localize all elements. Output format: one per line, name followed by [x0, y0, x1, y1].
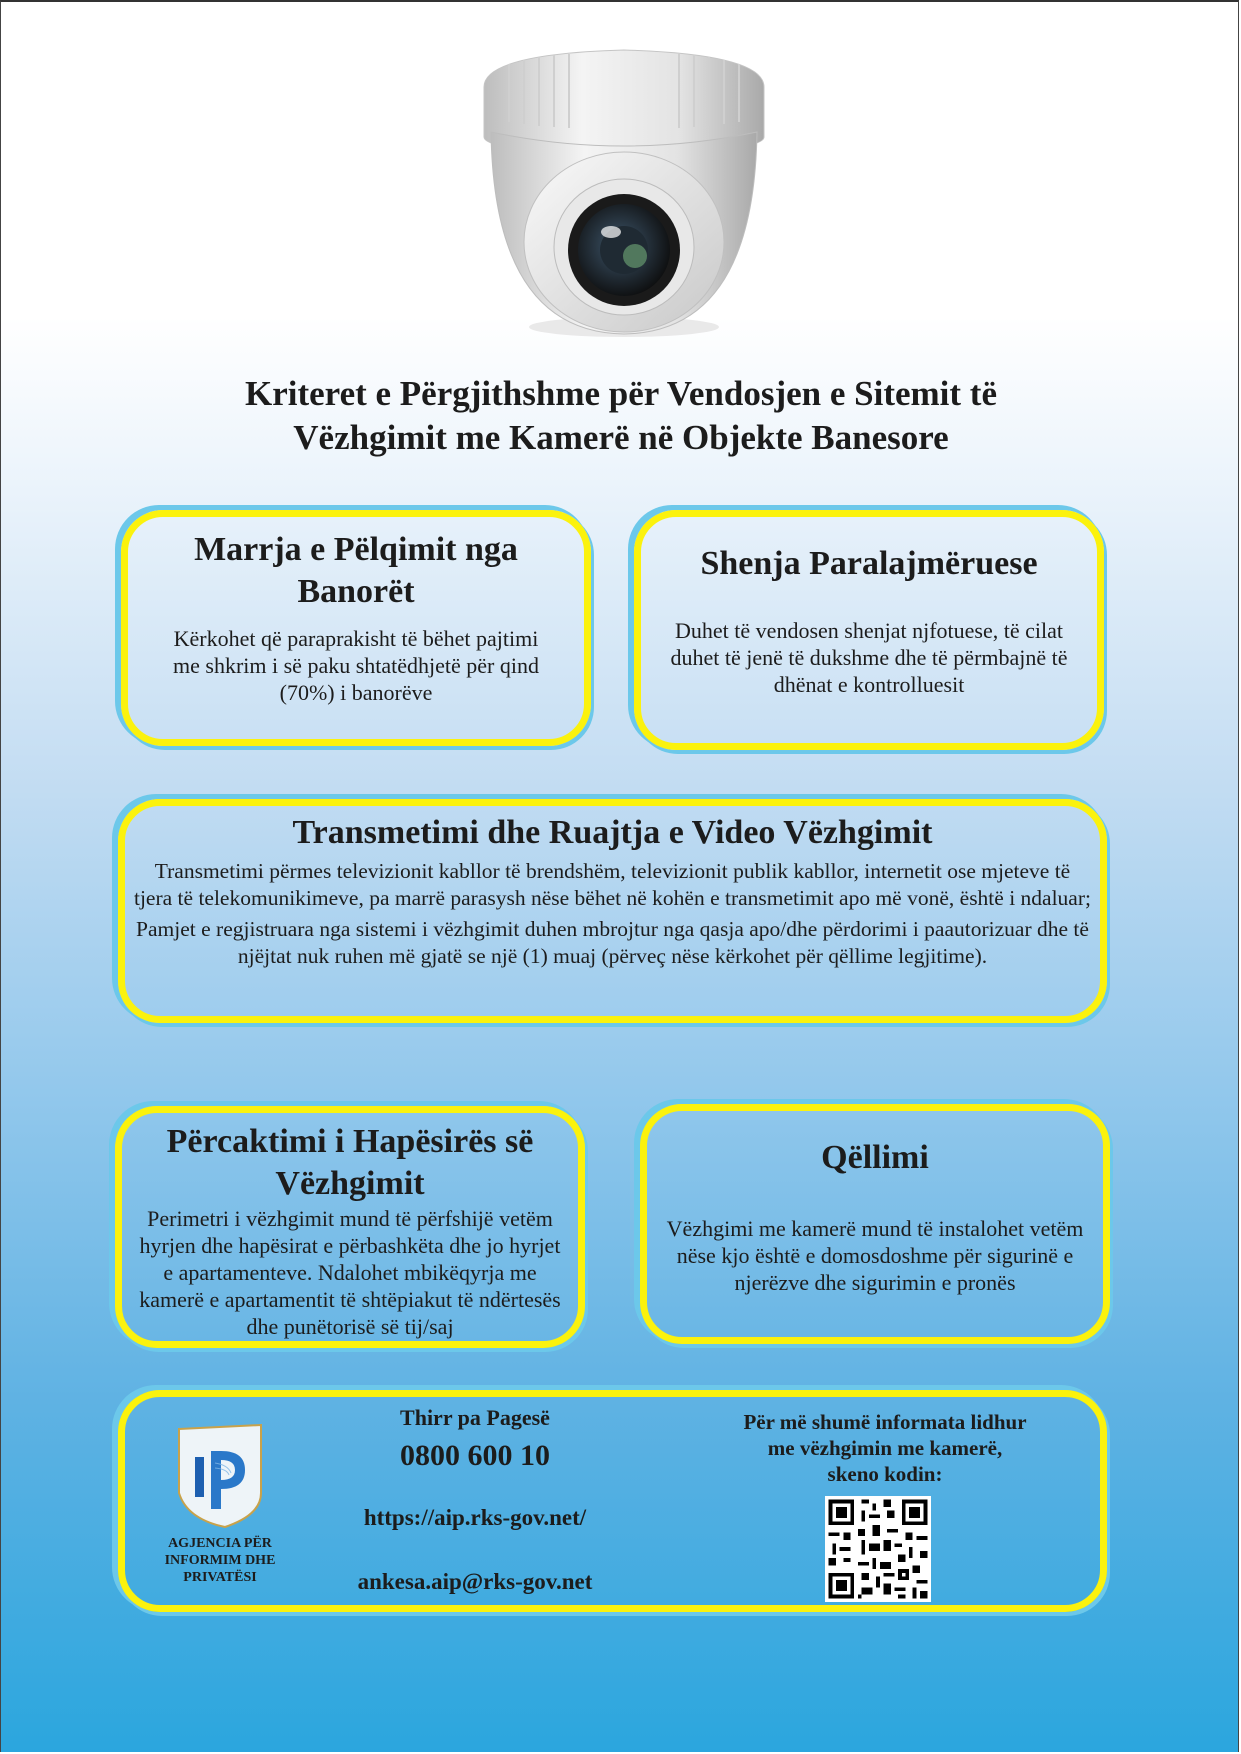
area-card [115, 1106, 585, 1348]
dome-camera-icon [479, 42, 769, 342]
contact-card [118, 1390, 1107, 1612]
consent-text: Kërkohet që paraprakisht të bëhet pajtimi me shkrim i së paku shtatëdhjetë për qind (70%) i banorëve [173, 626, 539, 705]
purpose-card [640, 1104, 1110, 1344]
title-line-2: Vëzhgimit me Kamerë në Objekte Banesore [293, 418, 949, 457]
org-line-1: AGJENCIA PËR [168, 1536, 272, 1551]
phone-number[interactable]: 0800 600 10 [400, 1439, 550, 1472]
qr-code-icon[interactable] [825, 1496, 931, 1602]
more-info-text [715, 1409, 1055, 1487]
signs-text: Duhet të vendosen shenjat njfotuese, të cilat duhet të jenë të dukshme dhe të përmbajnë të dhënat e kontrolluesit [670, 618, 1068, 697]
area-text: Perimetri i vëzhgimit mund të përfshijë vetëm hyrjen dhe hapësirat e përbashkëta dhe jo hyrjet e apartamenteve. Ndalohet mbikëqyrja me kamerë e apartamentit të shtëpiakut të ndërtesës dhe punëtorisë së tij/saj [139, 1206, 561, 1339]
transmission-title: Transmetimi dhe Ruajtja e Video Vëzhgimit [292, 814, 933, 851]
signs-card [634, 510, 1104, 750]
purpose-title: Qëllimi [821, 1139, 929, 1176]
consent-title: Marrja e Pëlqimit nga Banorët [194, 531, 518, 610]
website-link[interactable]: https://aip.rks-gov.net/ [363, 1505, 587, 1530]
aip-logo-icon [173, 1423, 267, 1529]
transmission-card [118, 799, 1107, 1023]
email-link[interactable]: ankesa.aip@rks-gov.net [357, 1569, 593, 1594]
organization-name [139, 1535, 301, 1586]
more-info-line-2: me vëzhgimin me kamerë, [767, 1436, 1003, 1460]
more-info-line-3: skeno kodin: [827, 1462, 943, 1486]
consent-card [121, 510, 591, 746]
purpose-text: Vëzhgimi me kamerë mund të instalohet vetëm nëse kjo është e domosdoshme për sigurinë e njerëzve dhe sigurimin e pronës [666, 1216, 1084, 1295]
org-line-3: PRIVATËSI [183, 1570, 257, 1585]
title-line-1: Kriteret e Përgjithshme për Vendosjen e Sitemit të [245, 374, 997, 413]
more-info-line-1: Për më shumë informata lidhur [743, 1410, 1027, 1434]
org-line-2: INFORMIM DHE [164, 1553, 276, 1568]
transmission-text-2: Pamjet e regjistruara nga sistemi i vëzhgimit duhen mbrojtur nga qasja apo/dhe përdorimi i paautorizuar dhe të njëjtat nuk ruhen më gjatë se një (1) muaj (përveç nëse kërkohet për qëllime legjitime). [136, 917, 1089, 968]
area-title: Përcaktimi i Hapësirës së Vëzhgimit [166, 1123, 534, 1202]
phone-label: Thirr pa Pagesë [400, 1405, 550, 1430]
transmission-text-1: Transmetimi përmes televizionit kabllor të brendshëm, televizionit publik kabllor, internetit ose mjeteve të tjera të telekomunikimeve, pa marrë parasysh nëse bëhet në kohën e transmetimit apo më vonë, është i ndaluar; [133, 859, 1091, 910]
page-title [181, 372, 1061, 460]
signs-title: Shenja Paralajmëruese [700, 545, 1038, 582]
